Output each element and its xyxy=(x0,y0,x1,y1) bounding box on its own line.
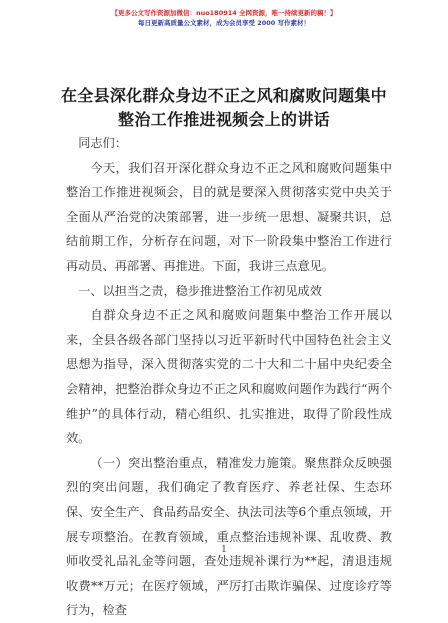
promo-banner xyxy=(0,8,448,28)
title-line-1: 在全县深化群众身边不正之风和腐败问题集中 xyxy=(60,86,387,105)
section-heading-1: 一、以担当之责，稳步推进整治工作初见成效 xyxy=(78,283,322,298)
paragraph-focus: （一）突出整治重点，精准发力施策。聚焦群众反映强烈的突出问题，我们确定了教育医疗、养老社保、生态环保、安全生产、食品药品安全、执法司法等6个重点领域，开展专项整治。在教育领域，重点整治违规补课、乱收费、教师收受礼品礼金等问题，查处违规补课行为**起，清退违规收费**万元；在医疗领域，严厉打击欺诈骗保、过度诊疗等行为，检查 xyxy=(66,455,392,618)
page-number: 1 xyxy=(221,545,227,555)
salutation: 同志们： xyxy=(78,136,127,150)
title-line-2: 整治工作推进视频会上的讲话 xyxy=(118,110,330,129)
document-title xyxy=(0,84,448,132)
paragraph-progress: 自群众身边不正之风和腐败问题集中整治工作开展以来，全县各级各部门坚持以习近平新时代中国特色社会主义思想为指导，深入贯彻落实党的二十大和二十届中央纪委全会精神，把整治群众身边不正之风和腐败问题作为践行“两个维护”的具体行动，精心组织、扎实推进，取得了阶段性成效。 xyxy=(66,308,392,446)
paragraph-intro: 今天，我们召开深化群众身边不正之风和腐败问题集中整治工作推进视频会，目的就是要深入贯彻落实党中央关于全面从严治党的决策部署，进一步统一思想、凝聚共识，总结前期工作，分析存在问题，对下一阶段集中整治工作进行再动员、再部署、再推进。下面，我讲三点意见。 xyxy=(66,160,392,273)
banner-line-2: 每日更新高质量公文素材，成为会员享受 2000 写作素材！ xyxy=(137,19,311,27)
banner-line-1: 【更多公文写作资源加微信：nuo180914 全网资源，唯一持续更新的稿！】 xyxy=(111,9,337,17)
